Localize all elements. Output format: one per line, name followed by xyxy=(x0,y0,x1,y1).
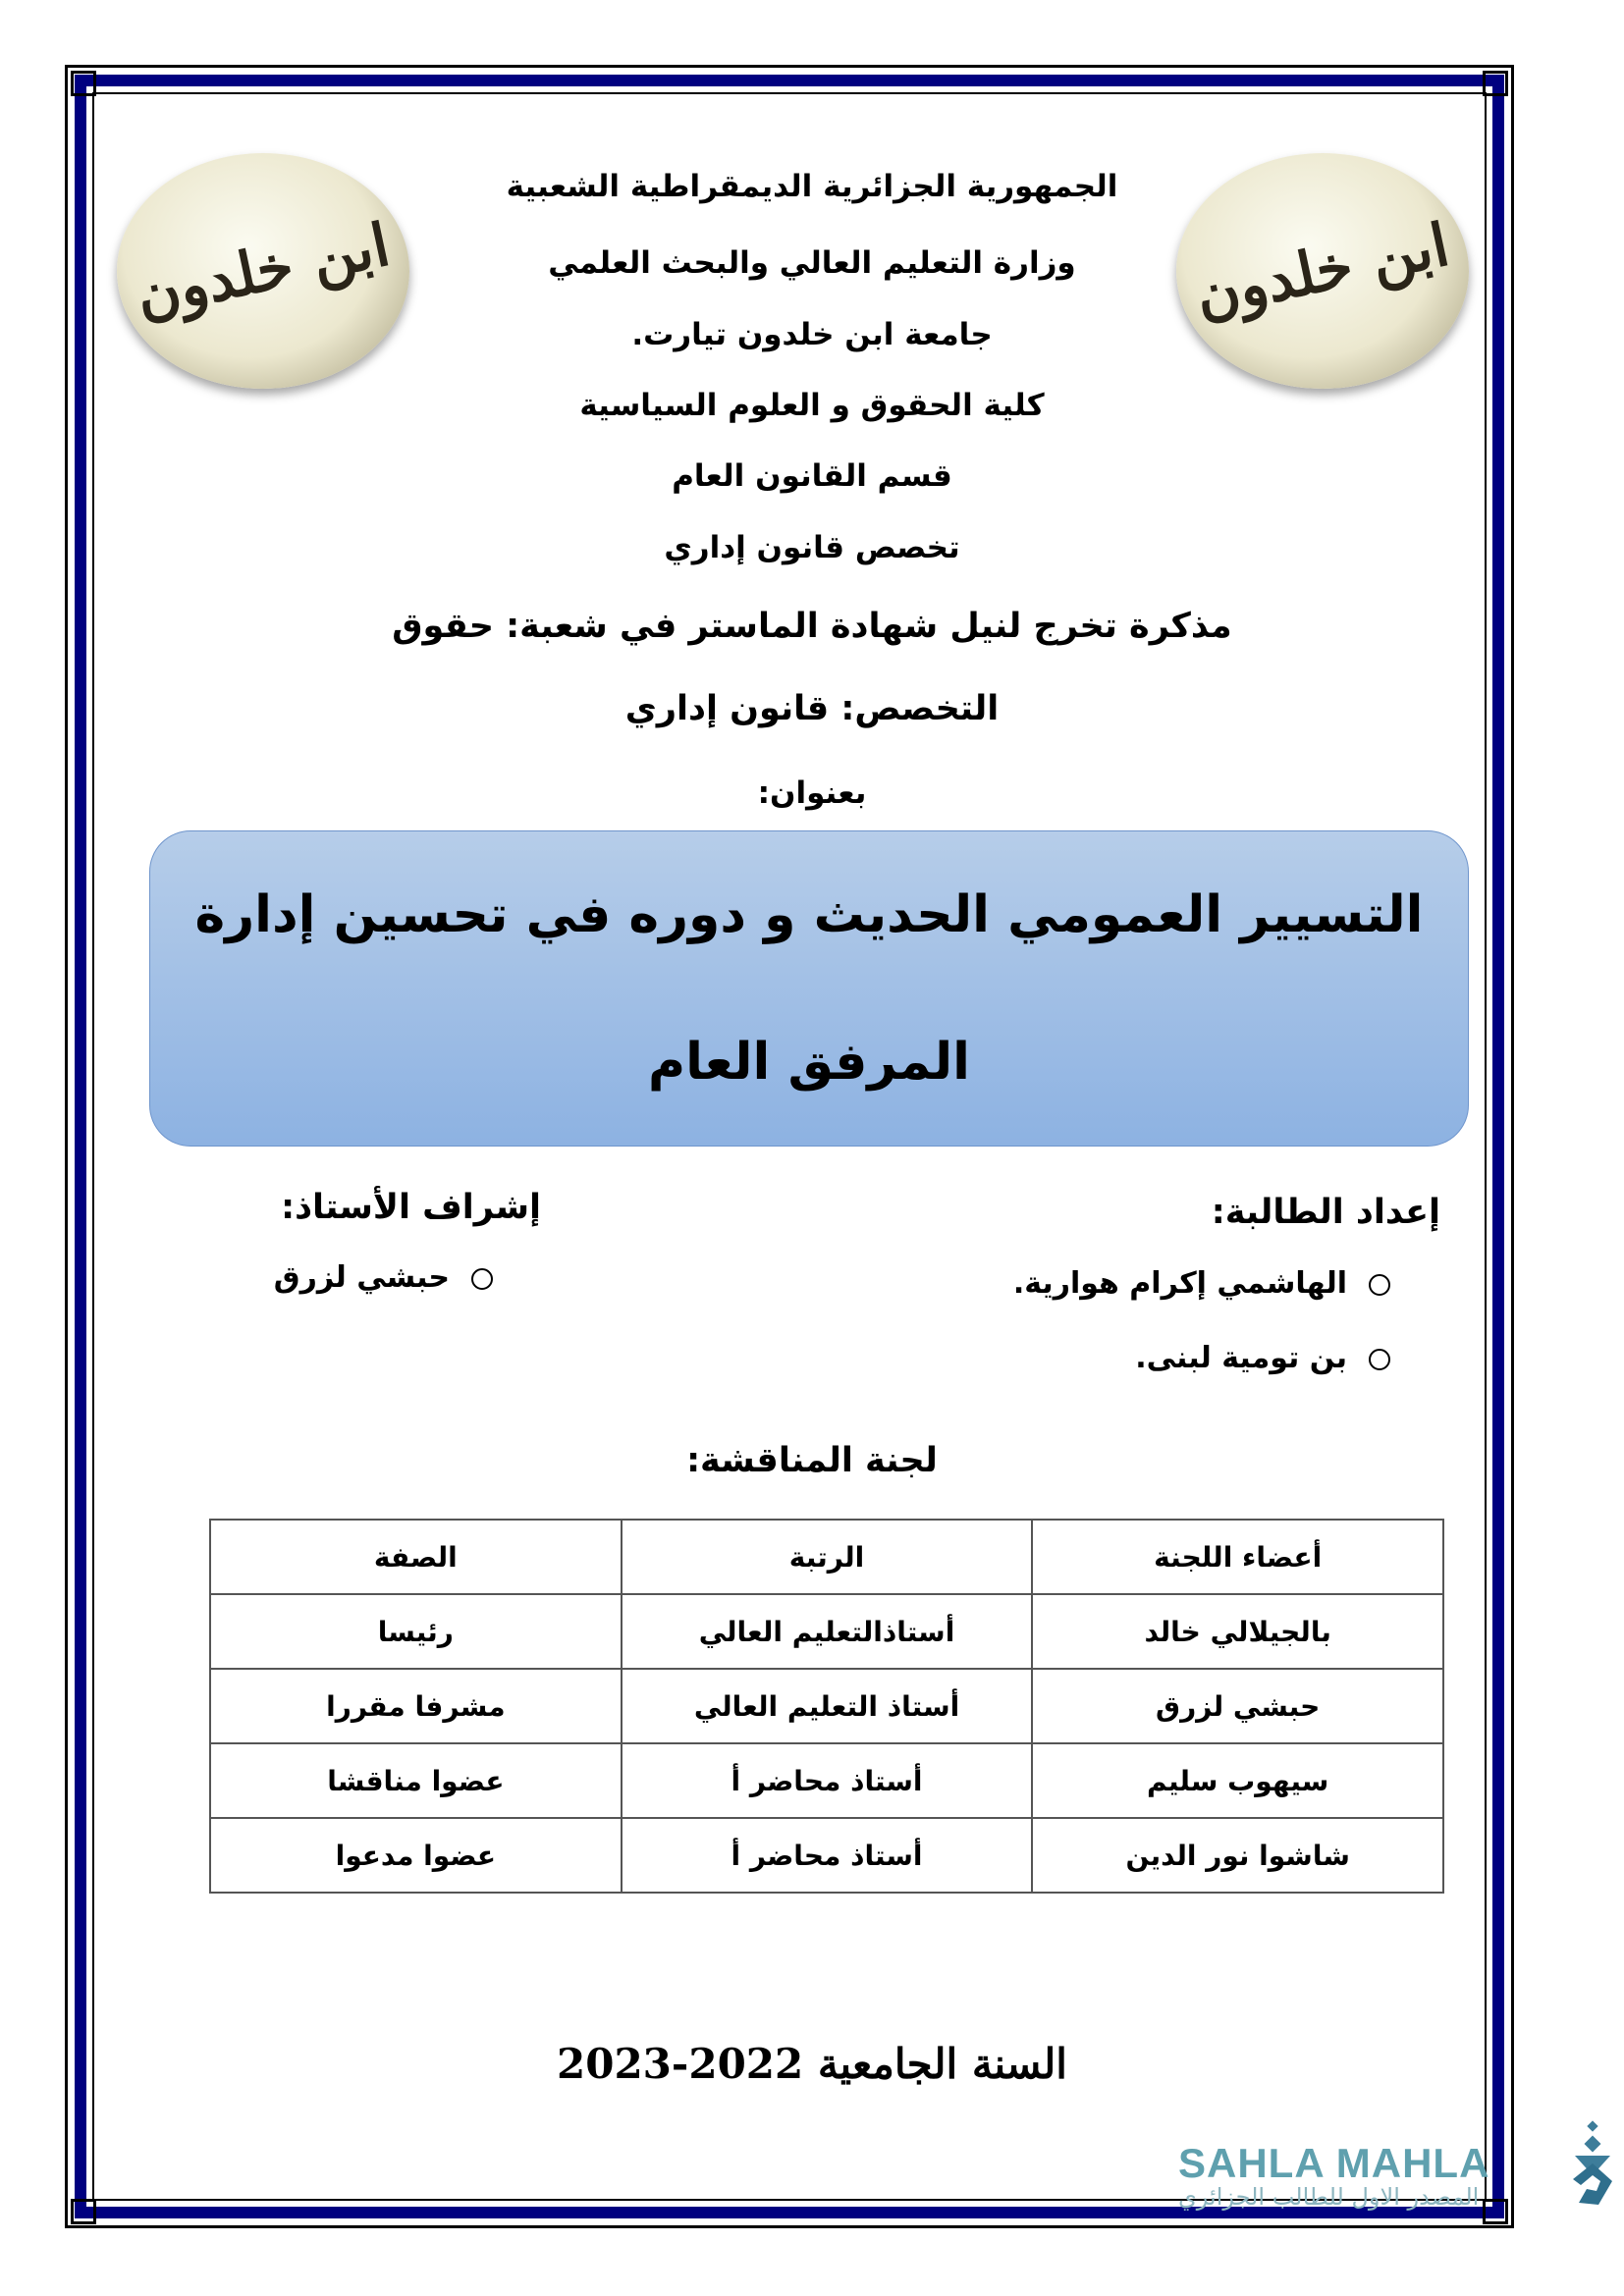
bullet-icon xyxy=(1369,1349,1390,1370)
memo-description: مذكرة تخرج لنيل شهادة الماستر في شعبة: حقوق xyxy=(392,607,1232,646)
student-item xyxy=(1013,1266,1390,1301)
committee-table xyxy=(209,1519,1444,1894)
column-header: أعضاء اللجنة xyxy=(1032,1520,1443,1594)
table-header-row xyxy=(210,1520,1443,1594)
member-role: مشرفا مقررا xyxy=(210,1669,622,1743)
member-role: رئيسا xyxy=(210,1594,622,1669)
thesis-title-box xyxy=(149,830,1469,1147)
member-rank: أستاذ التعليم العالي xyxy=(622,1669,1033,1743)
academic-year: السنة الجامعية 2022-2023 xyxy=(557,2040,1067,2088)
member-rank: أستاذ محاضر أ xyxy=(622,1818,1033,1893)
table-row xyxy=(210,1669,1443,1743)
header-specialization: تخصص قانون إداري xyxy=(664,530,960,565)
member-name: حبشي لزرق xyxy=(1032,1669,1443,1743)
supervisor-name: حبشي لزرق xyxy=(273,1260,450,1295)
committee-heading: لجنة المناقشة: xyxy=(686,1441,938,1480)
supervisor-item xyxy=(274,1260,493,1295)
header-department: قسم القانون العام xyxy=(672,458,952,494)
watermark-tagline: المصدر الاول للطالب الجزائري xyxy=(1178,2183,1480,2211)
logo-lettering: ابن خلدون xyxy=(1189,210,1456,332)
member-name: بالجيلالي خالد xyxy=(1032,1594,1443,1669)
header-university: جامعة ابن خلدون تيارت. xyxy=(631,317,993,352)
watermark-logo-icon xyxy=(1569,2120,1616,2209)
member-role: عضوا مدعوا xyxy=(210,1818,622,1893)
students-heading: إعداد الطالبة: xyxy=(1211,1193,1440,1232)
corner-ornament xyxy=(71,2199,96,2224)
column-header: الصفة xyxy=(210,1520,622,1594)
bullet-icon xyxy=(1369,1274,1390,1296)
corner-ornament xyxy=(71,71,96,96)
watermark xyxy=(1178,2140,1489,2211)
student-name: بن تومية لبنى. xyxy=(1135,1341,1347,1375)
member-role: عضوا مناقشا xyxy=(210,1743,622,1818)
member-name: شاشوا نور الدين xyxy=(1032,1818,1443,1893)
student-item xyxy=(1135,1341,1390,1375)
header-ministry: وزارة التعليم العالي والبحث العلمي xyxy=(548,245,1076,281)
member-rank: أستاذ محاضر أ xyxy=(622,1743,1033,1818)
specialty-line: التخصص: قانون إداري xyxy=(624,689,1000,728)
title-label: بعنوان: xyxy=(757,775,867,811)
watermark-brand: SAHLA MAHLA xyxy=(1178,2140,1490,2186)
supervisor-heading: إشراف الأستاذ: xyxy=(281,1188,541,1227)
table-row xyxy=(210,1594,1443,1669)
member-name: سيهوب سليم xyxy=(1032,1743,1443,1818)
thesis-title-line1: التسيير العمومي الحديث و دوره في تحسين إدارة xyxy=(194,885,1424,944)
table-row xyxy=(210,1743,1443,1818)
student-name: الهاشمي إكرام هوارية. xyxy=(1012,1266,1347,1301)
column-header: الرتبة xyxy=(622,1520,1033,1594)
logo-lettering: ابن خلدون xyxy=(130,210,397,332)
member-rank: أستاذالتعليم العالي xyxy=(622,1594,1033,1669)
corner-ornament xyxy=(1483,71,1508,96)
table-row xyxy=(210,1818,1443,1893)
bullet-icon xyxy=(471,1268,493,1290)
header-faculty: كلية الحقوق و العلوم السياسية xyxy=(579,388,1045,423)
header-republic: الجمهورية الجزائرية الديمقراطية الشعبية xyxy=(506,169,1118,204)
thesis-title-line2: المرفق العام xyxy=(648,1033,970,1092)
